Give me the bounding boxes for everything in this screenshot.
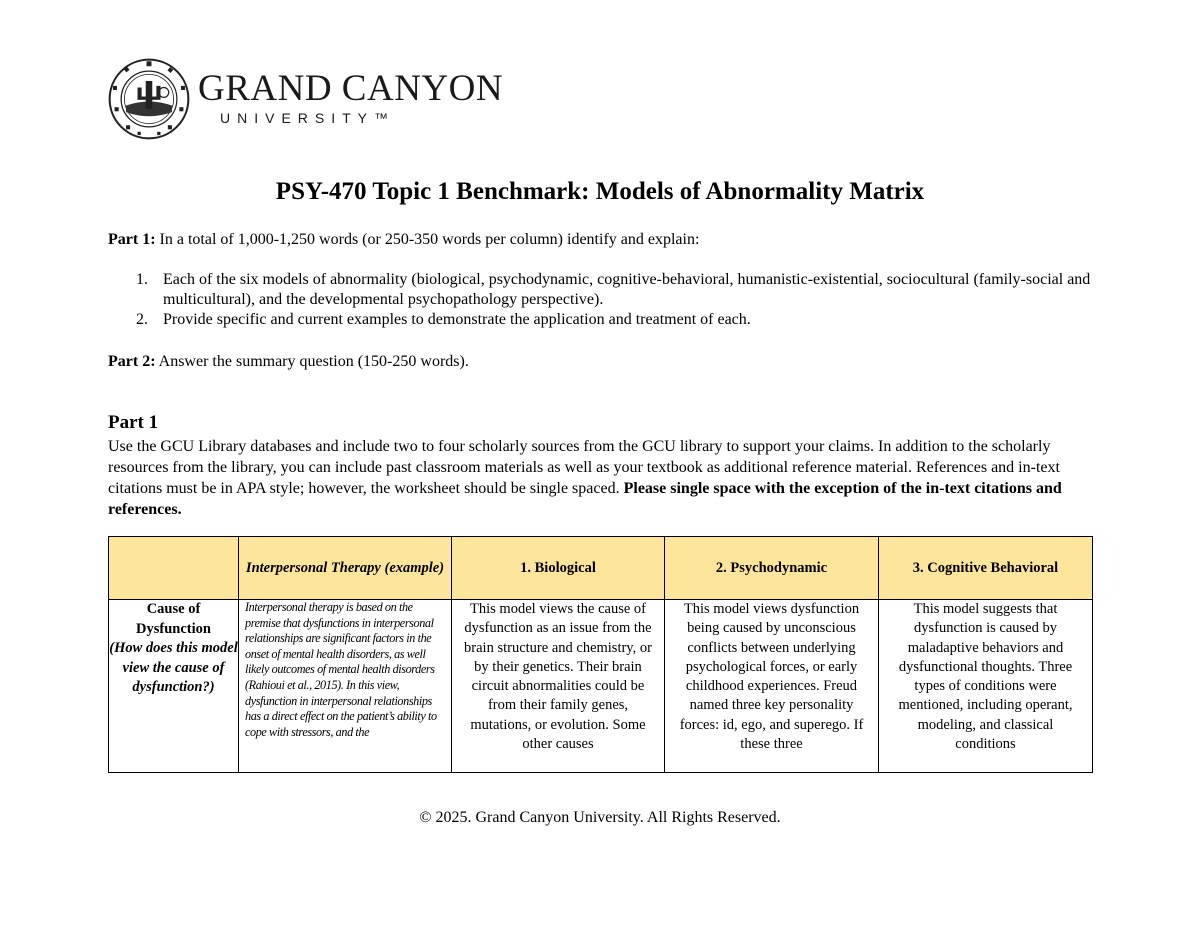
list-item xyxy=(108,270,1098,310)
example-cell xyxy=(239,600,452,773)
part2-label: Part 2: xyxy=(108,353,156,370)
section-instructions xyxy=(108,436,1093,520)
psychodynamic-cell xyxy=(665,600,879,773)
list-text: Each of the six models of abnormality (biological, psychodynamic, cognitive-behavioral, humanistic-existential, sociocultural (family-social and multicultural), and the developmental psychopathology perspective). xyxy=(163,271,1091,308)
biological-text: This model views the cause of dysfunction as an issue from the brain structure and chemistry, or by their genetics. Their brain circuit abnormalities could be from their family genes, mutations, or evolution. Some other causes xyxy=(464,601,652,753)
biological-cell xyxy=(452,600,665,773)
table-row xyxy=(109,600,1093,773)
list-text: Provide specific and current examples to demonstrate the application and treatment of each. xyxy=(163,311,751,328)
row-label: Cause of Dysfunction xyxy=(136,601,211,637)
task-list xyxy=(108,270,1098,330)
section-heading: Part 1 xyxy=(108,412,159,433)
psychodynamic-text: This model views dysfunction being caused by unconscious conflicts between underlying psychological forces, or early childhood experiences. Freud named three key personality forces: id, ego, and superego. If these three xyxy=(679,601,864,753)
instructions-emphasis: Please single space with the exception of the in-text citations and references. xyxy=(108,480,1062,518)
copyright-footer: © 2025. Grand Canyon University. All Rights Reserved. xyxy=(419,809,781,826)
instructions-text: Use the GCU Library databases and include two to four scholarly sources from the GCU library to support your claims. In addition to the scholarly resources from the library, you can include past classroom materials as well as your textbook as additional reference material. References and in-text citations must be in APA style; however, the worksheet should be single spaced. xyxy=(108,438,1060,497)
header-cell-cognitive-behavioral: 3. Cognitive Behavioral xyxy=(879,537,1093,600)
header-cell-biological: 1. Biological xyxy=(452,537,665,600)
document-title: PSY-470 Topic 1 Benchmark: Models of Abnormality Matrix xyxy=(275,178,925,205)
university-wordmark xyxy=(198,70,503,128)
example-text: Interpersonal therapy is based on the premise that dysfunctions in interpersonal relationships are significant factors in the onset of mental health disorders, as well likely outcomes of mental health disorders (Rahioui et al., 2015). In this view, dysfunction in interpersonal relationships has a direct effect on the patient’s ability to cope with stressors, and the xyxy=(245,600,437,739)
header-cell-example: Interpersonal Therapy (example) xyxy=(239,537,452,600)
models-matrix-table xyxy=(108,536,1093,773)
header-cell-psychodynamic: 2. Psychodynamic xyxy=(665,537,879,600)
row-question: (How does this model view the cause of dysfunction?) xyxy=(109,640,238,695)
list-item xyxy=(108,310,1098,330)
row-label-cell xyxy=(109,600,239,773)
wordmark-subtitle: UNIVERSITY™ xyxy=(220,110,396,126)
table-header-row xyxy=(109,537,1093,600)
wordmark-name: GRAND CANYON xyxy=(198,68,504,109)
header-cell-empty xyxy=(109,537,239,600)
part1-label: Part 1: xyxy=(108,231,156,248)
part2-text: Answer the summary question (150-250 words). xyxy=(155,353,469,370)
part1-text: In a total of 1,000-1,250 words (or 250-350 words per column) identify and explain: xyxy=(155,231,700,248)
list-number: 1. xyxy=(136,271,148,288)
university-logo xyxy=(108,58,503,140)
university-seal-icon xyxy=(108,58,190,140)
cognitive-behavioral-text: This model suggests that dysfunction is caused by maladaptive behaviors and dysfunctional thoughts. Three types of conditions were mentioned, including operant, modeling, and classical conditions xyxy=(898,601,1073,753)
part2-summary xyxy=(108,352,469,372)
list-number: 2. xyxy=(136,311,148,328)
part1-summary xyxy=(108,230,699,250)
cognitive-behavioral-cell xyxy=(879,600,1093,773)
